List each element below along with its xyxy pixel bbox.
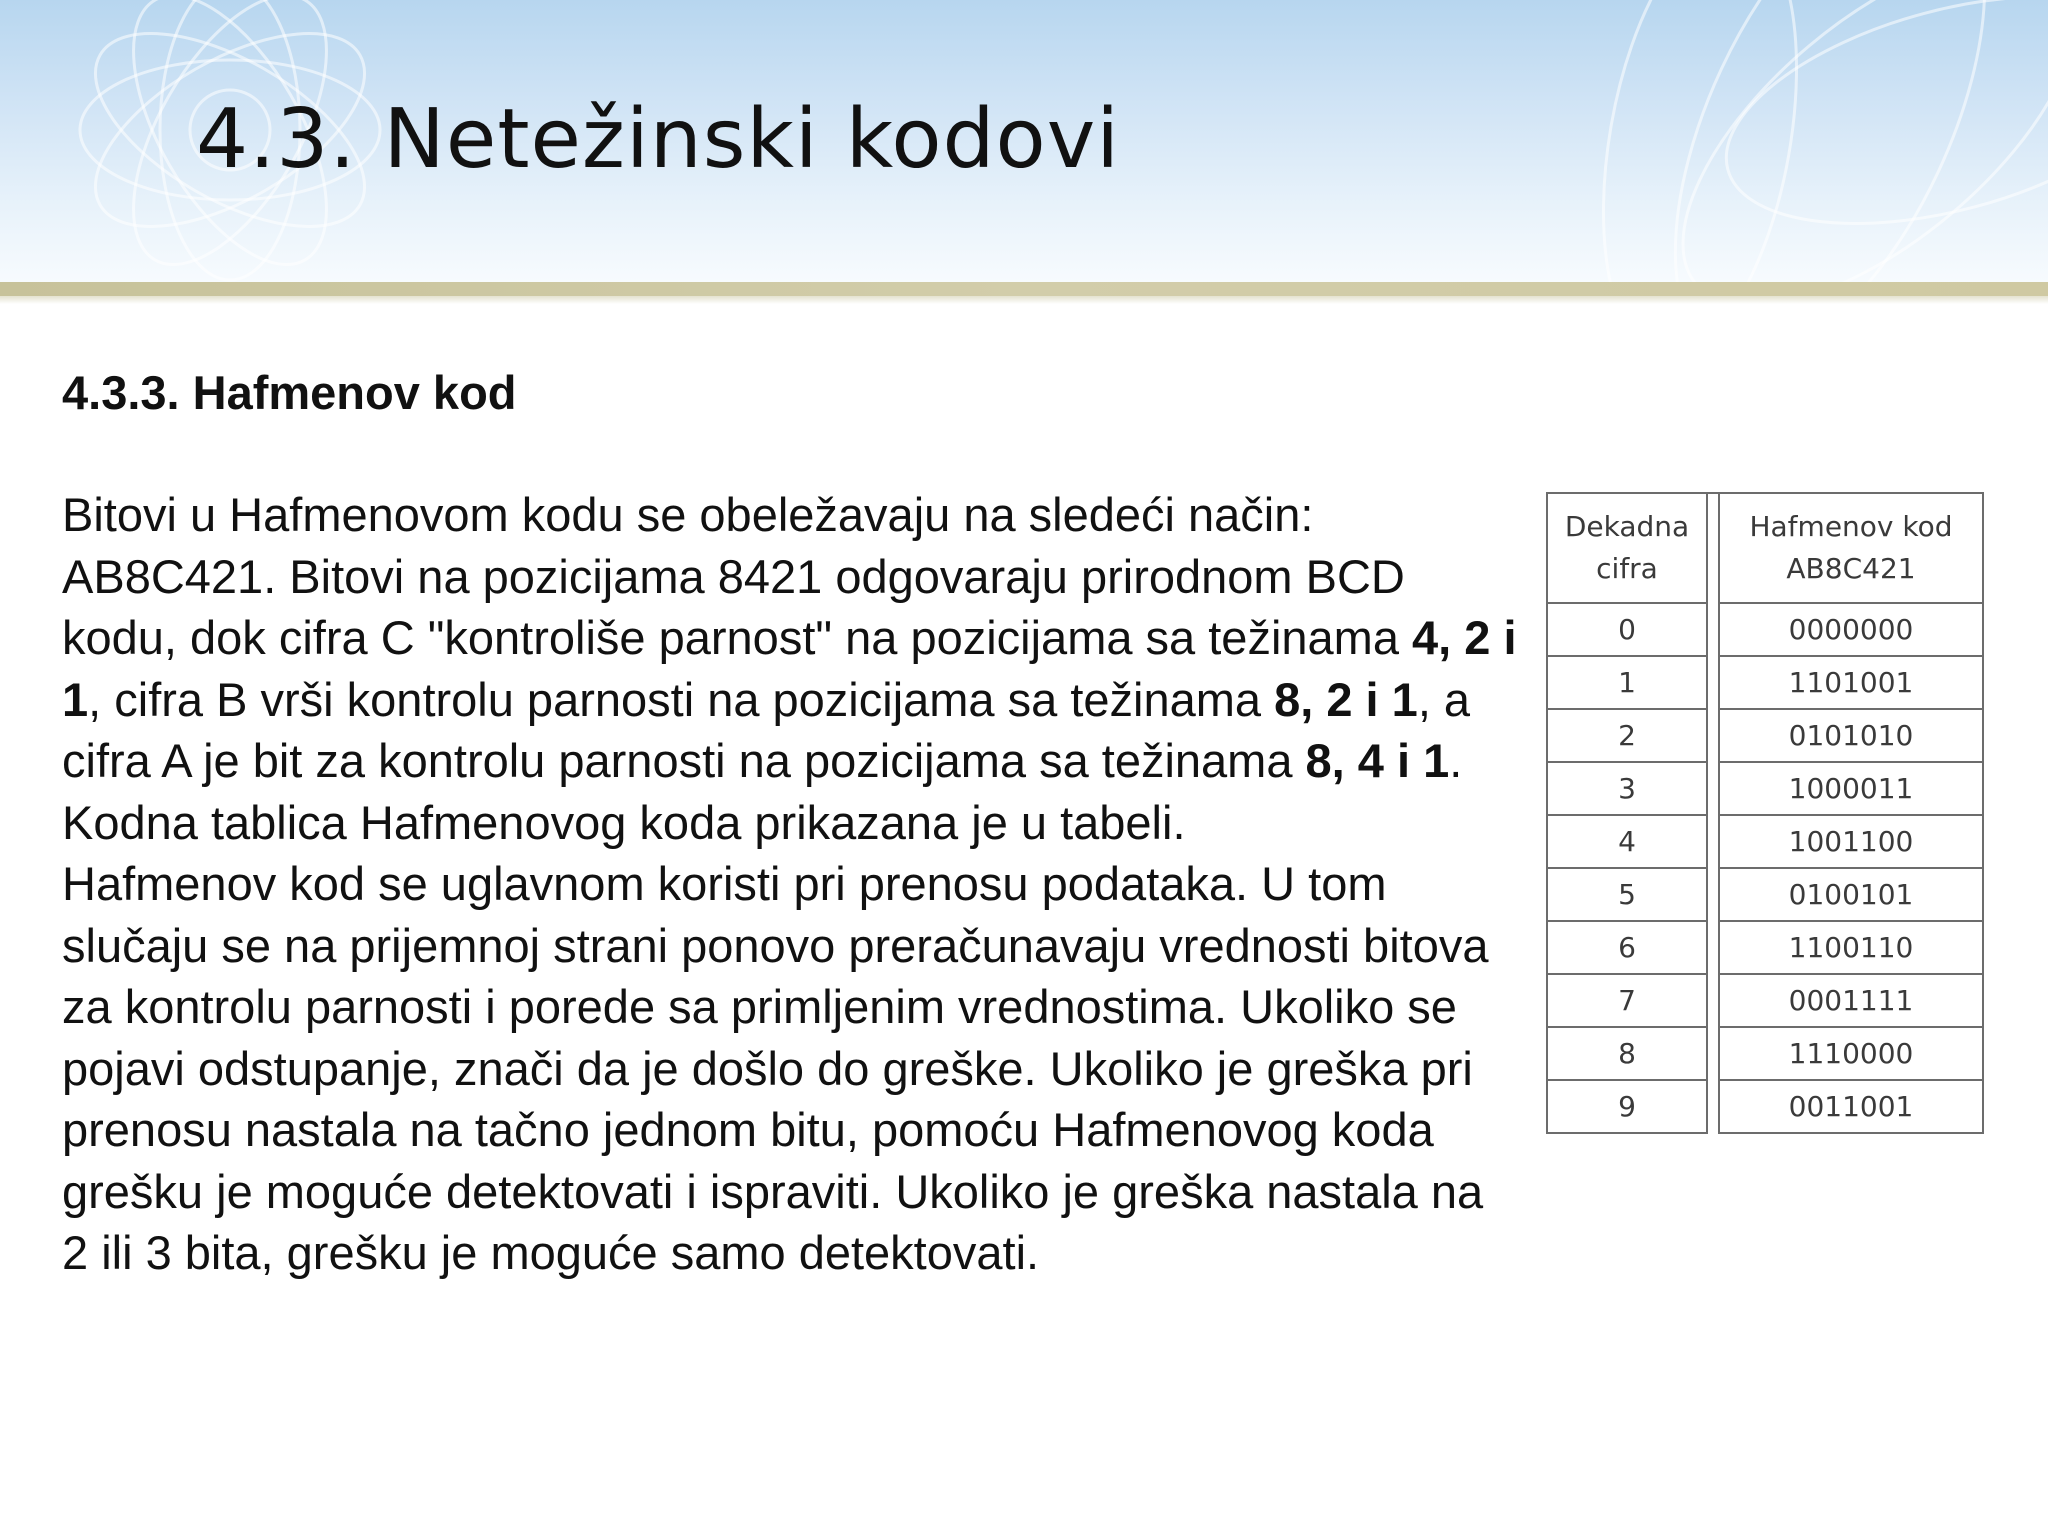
table-row: 7 0001111 [1546,975,1984,1028]
table-row: 9 0011001 [1546,1081,1984,1134]
title-divider [0,282,2048,296]
paragraph-2: Hafmenov kod se uglavnom koristi pri prenosu podataka. U tom slučaju se na prijemnoj strani ponovo preračunavaju vrednosti bitova za kontrolu parnosti i porede sa primljenim vrednostima. Ukoliko se pojavi odstupanje, znači da je došlo do greške. Ukoliko je greška pri prenosu nastala na tačno jednom bitu, pomoću Hafmenovog koda grešku je moguće detektovati i ispraviti. Ukoliko je greška nastala na 2 ili 3 bita, grešku je moguće samo detektovati. [62,857,1489,1279]
table-header-row [1546,492,1984,604]
header-decimal-digit: Dekadna cifra [1546,492,1708,604]
table-row: 0 0000000 [1546,604,1984,657]
table-row: 4 1001100 [1546,816,1984,869]
header-hamming-code: Hafmenov kod AB8C421 [1718,492,1984,604]
body-text [62,484,1522,1284]
table-row: 8 1110000 [1546,1028,1984,1081]
table-row: 1 1101001 [1546,657,1984,710]
table-row: 3 1000011 [1546,763,1984,816]
table-row: 2 0101010 [1546,710,1984,763]
divider-shadow [0,296,2048,304]
section-heading: 4.3.3. Hafmenov kod [62,366,517,419]
paragraph-1: Bitovi u Hafmenovom kodu se obeležavaju na sledeći način: AB8C421. Bitovi na pozicijama 8421 odgovaraju prirodnom BCD kodu, dok cifra C "kontroliše parnost" na pozicijama sa težinama 4, 2 i 1, cifra B vrši kontrolu parnosti na pozicijama sa težinama 8, 2 i 1, a cifra A je bit za kontrolu parnosti na pozicijama sa težinama 8, 4 i 1. Kodna tablica Hafmenovog koda prikazana je u tabeli. [62,488,1517,849]
slide-title: 4.3. Netežinski kodovi [196,92,1121,187]
table-row: 6 1100110 [1546,922,1984,975]
hamming-code-table [1546,492,1984,1134]
table-row: 5 0100101 [1546,869,1984,922]
